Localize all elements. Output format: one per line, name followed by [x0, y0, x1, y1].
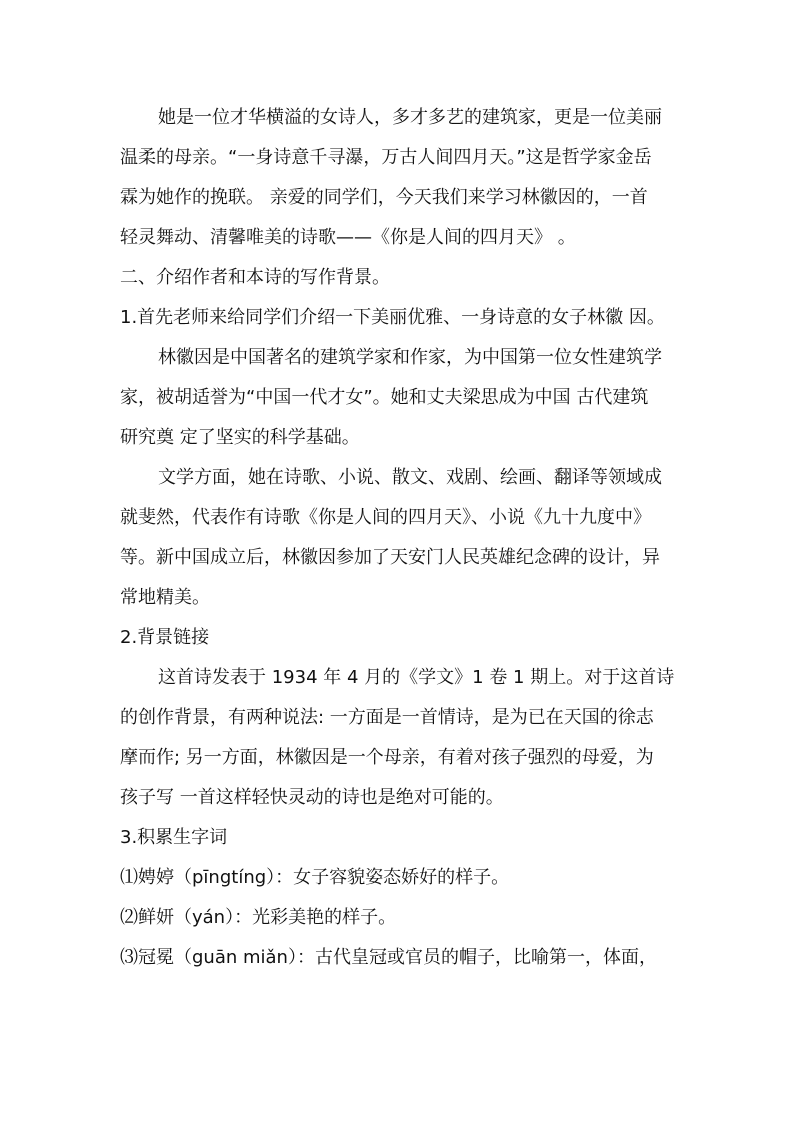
- text-line: 二、介绍作者和本诗的写作背景。: [120, 267, 390, 288]
- text-line: 摩而作; 另一方面，林徽因是一个母亲，有着对孩子强烈的母爱，为: [120, 747, 654, 768]
- text-line: 轻灵舞动、清馨唯美的诗歌——《你是人间的四月天》 。: [120, 227, 576, 248]
- text-line: ⑴娉婷（pīngtíng）：女子容貌姿态娇好的样子。: [120, 867, 510, 888]
- text-line: 2.背景链接: [120, 627, 210, 648]
- text-line: ⑵鲜妍（yán）：光彩美艳的样子。: [120, 907, 397, 928]
- text-line: 3.积累生字词: [120, 827, 228, 848]
- text-line: 霖为她作的挽联。 亲爱的同学们，今天我们来学习林徽因的，一首: [120, 187, 648, 208]
- text-line: 孩子写 一首这样轻快灵动的诗也是绝对可能的。: [120, 787, 504, 808]
- text-line: 这首诗发表于 1934 年 4 月的《学文》1 卷 1 期上。对于这首诗: [158, 667, 675, 688]
- text-line: 研究奠 定了坚实的科学基础。: [120, 427, 360, 448]
- text-line: 温柔的母亲。“一身诗意千寻瀑，万古人间四月天。”这是哲学家金岳: [120, 147, 652, 168]
- text-line: 的创作背景，有两种说法: 一方面是一首情诗，是为已在天国的徐志: [120, 707, 654, 728]
- text-line: 1.首先老师来给同学们介绍一下美丽优雅、一身诗意的女子林徽 因。: [120, 307, 665, 328]
- text-line: 家，被胡适誉为“中国一代才女”。她和丈夫梁思成为中国 古代建筑: [120, 387, 649, 408]
- text-line: 常地精美。: [120, 587, 210, 608]
- text-line: 文学方面，她在诗歌、小说、散文、戏剧、绘画、翻译等领域成: [158, 467, 662, 488]
- text-line: 林徽因是中国著名的建筑学家和作家，为中国第一位女性建筑学: [158, 347, 662, 368]
- text-line: 她是一位才华横溢的女诗人，多才多艺的建筑家，更是一位美丽: [158, 107, 662, 128]
- text-line: ⑶冠冕（guān miǎn）：古代皇冠或官员的帽子，比喻第一，体面，: [120, 947, 657, 968]
- document-page: [120, 98, 676, 978]
- text-line: 就斐然，代表作有诗歌《你是人间的四月天》、小说《九十九度中》: [120, 507, 651, 528]
- text-line: 等。新中国成立后，林徽因参加了天安门人民英雄纪念碑的设计，异: [120, 547, 660, 568]
